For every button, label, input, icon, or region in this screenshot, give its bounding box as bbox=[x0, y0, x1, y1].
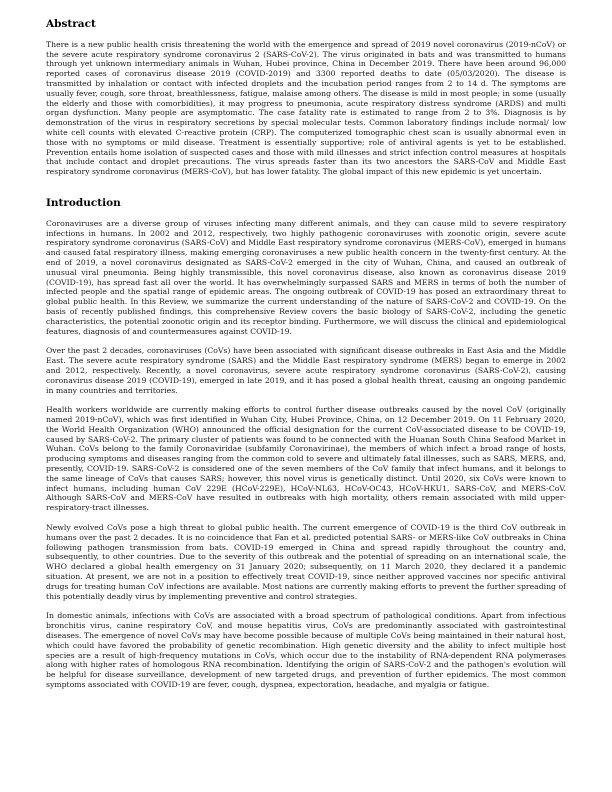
document-page bbox=[46, 20, 566, 700]
intro-paragraph-1: Coronaviruses are a diverse group of viruses infecting many different animals, and they can cause mild to severe respiratory infections in humans. In 2002 and 2012, respectively, two highly pathogenic coronaviruses with zoonotic origin, severe acute respiratory syndrome coronavirus (SARS-CoV) and Middle East respiratory syndrome coronavirus (MERS-CoV), emerged in humans and caused fatal respiratory illness, making emerging coronaviruses a new public health concern in the twenty-first century. At the end of 2019, a novel coronavirus designated as SARS-CoV-2 emerged in the city of Wuhan, China, and caused an outbreak of unusual viral pneumonia. Being highly transmissible, this novel coronavirus disease, also known as coronavirus disease 2019 (COVID-19), has spread fast all over the world. It has overwhelmingly surpassed SARS and MERS in terms of both the number of infected people and the spatial range of epidemic areas. The ongoing outbreak of COVID-19 has posed an extraordinary threat to global public health. In this Review, we summarize the current understanding of the nature of SARS-CoV-2 and COVID-19. On the basis of recently published findings, this comprehensive Review covers the basic biology of SARS-CoV-2, including the genetic characteristics, the potential zoonotic origin and its receptor binding. Furthermore, we will discuss the clinical and epidemiological features, diagnosis of and countermeasures against COVID-19. bbox=[46, 218, 566, 336]
introduction-heading: Introduction bbox=[46, 196, 121, 209]
intro-paragraph-5: In domestic animals, infections with CoVs are associated with a broad spectrum of pathological conditions. Apart from infectious bronchitis virus, canine respiratory CoV, and mouse hepatitis virus, CoVs are predominantly associated with gastrointestinal diseases. The emergence of novel CoVs may have become possible because of multiple CoVs being maintained in their natural host, which could have favored the probability of genetic recombination. High genetic diversity and the ability to infect multiple host species are a result of high-frequency mutations in CoVs, which occur due to the instability of RNA-dependent RNA polymerases along with higher rates of homologous RNA recombination. Identifying the origin of SARS-CoV-2 and the pathogen's evolution will be helpful for disease surveillance, development of new targeted drugs, and prevention of further epidemics. The most common symptoms associated with COVID-19 are fever, cough, dyspnea, expectoration, headache, and myalgia or fatigue. bbox=[46, 611, 566, 690]
intro-paragraph-2: Over the past 2 decades, coronaviruses (CoVs) have been associated with significant disease outbreaks in East Asia and the Middle East. The severe acute respiratory syndrome (SARS) and the Middle East respiratory syndrome (MERS) began to emerge in 2002 and 2012, respectively. Recently, a novel coronavirus, severe acute respiratory syndrome coronavirus (SARS-CoV-2), causing coronavirus disease 2019 (COVID-19), emerged in late 2019, and it has posed a global health threat, causing an ongoing pandemic in many countries and territories. bbox=[46, 346, 566, 395]
abstract-heading: Abstract bbox=[46, 18, 96, 30]
intro-paragraph-4: Newly evolved CoVs pose a high threat to global public health. The current emergence of COVID-19 is the third CoV outbreak in humans over the past 2 decades. It is no coincidence that Fan et al. predicted potential SARS- or MERS-like CoV outbreaks in China following pathogen transmission from bats. COVID-19 emerged in China and spread rapidly throughout the country and, subsequently, to other countries. Due to the severity of this outbreak and the potential of spreading on an international scale, the WHO declared a global health emergency on 31 January 2020; subsequently, on 11 March 2020, they declared it a pandemic situation. At present, we are not in a position to effectively treat COVID-19, since neither approved vaccines nor specific antiviral drugs for treating human CoV infections are available. Most nations are currently making efforts to prevent the further spreading of this potentially deadly virus by implementing preventive and control strategies. bbox=[46, 523, 566, 601]
introduction-section bbox=[46, 196, 566, 690]
abstract-paragraph: There is a new public health crisis threatening the world with the emergence and spread of 2019 novel coronavirus (2019-nCoV) or the severe acute respiratory syndrome coronavirus 2 (SARS-CoV-2). The virus originated in bats and was transmitted to humans through yet unknown intermediary animals in Wuhan, Hubei province, China in December 2019. There have been around 96,000 reported cases of coronavirus disease 2019 (COVID-2019) and 3300 reported deaths to date (05/03/2020). The disease is transmitted by inhalation or contact with infected droplets and the incubation period ranges from 2 to 14 d. The symptoms are usually fever, cough, sore throat, breathlessness, fatigue, malaise among others. The disease is mild in most people; in some (usually the elderly and those with comorbidities), it may progress to pneumonia, acute respiratory distress syndrome (ARDS) and multi organ dysfunction. Many people are asymptomatic. The case fatality rate is estimated to range from 2 to 3%. Diagnosis is by demonstration of the virus in respiratory secretions by special molecular tests. Common laboratory findings include normal/ low white cell counts with elevated C-reactive protein (CRP). The computerized tomographic chest scan is usually abnormal even in those with no symptoms or mild disease. Treatment is essentially supportive; role of antiviral agents is yet to be established. Prevention entails home isolation of suspected cases and those with mild illnesses and strict infection control measures at hospitals that include contact and droplet precautions. The virus spreads faster than its two ancestors the SARS-CoV and Middle East respiratory syndrome coronavirus (MERS-CoV), but has lower fatality. The global impact of this new epidemic is yet uncertain. bbox=[46, 39, 566, 177]
abstract-section bbox=[46, 20, 566, 177]
intro-paragraph-3: Health workers worldwide are currently making efforts to control further disease outbreaks caused by the novel CoV (originally named 2019-nCoV), which was first identified in Wuhan City, Hubei Province, China, on 12 December 2019. On 11 February 2020, the World Health Organization (WHO) announced the official designation for the current CoV-associated disease to be COVID-19, caused by SARS-CoV-2. The primary cluster of patients was found to be connected with the Huanan South China Seafood Market in Wuhan. CoVs belong to the family Coronaviridae (subfamily Coronavirinae), the members of which infect a broad range of hosts, producing symptoms and diseases ranging from the common cold to severe and ultimately fatal illnesses, such as SARS, MERS, and, presently, COVID-19. SARS-CoV-2 is considered one of the seven members of the CoV family that infect humans, and it belongs to the same lineage of CoVs that causes SARS; however, this novel virus is genetically distinct. Until 2020, six CoVs were known to infect humans, including human CoV 229E (HCoV-229E), HCoV-NL63, HCoV-OC43, HCoV-HKU1, SARS-CoV, and MERS-CoV. Although SARS-CoV and MERS-CoV have resulted in outbreaks with high mortality, others remain associated with mild upper-respiratory-tract illnesses. bbox=[46, 405, 566, 513]
